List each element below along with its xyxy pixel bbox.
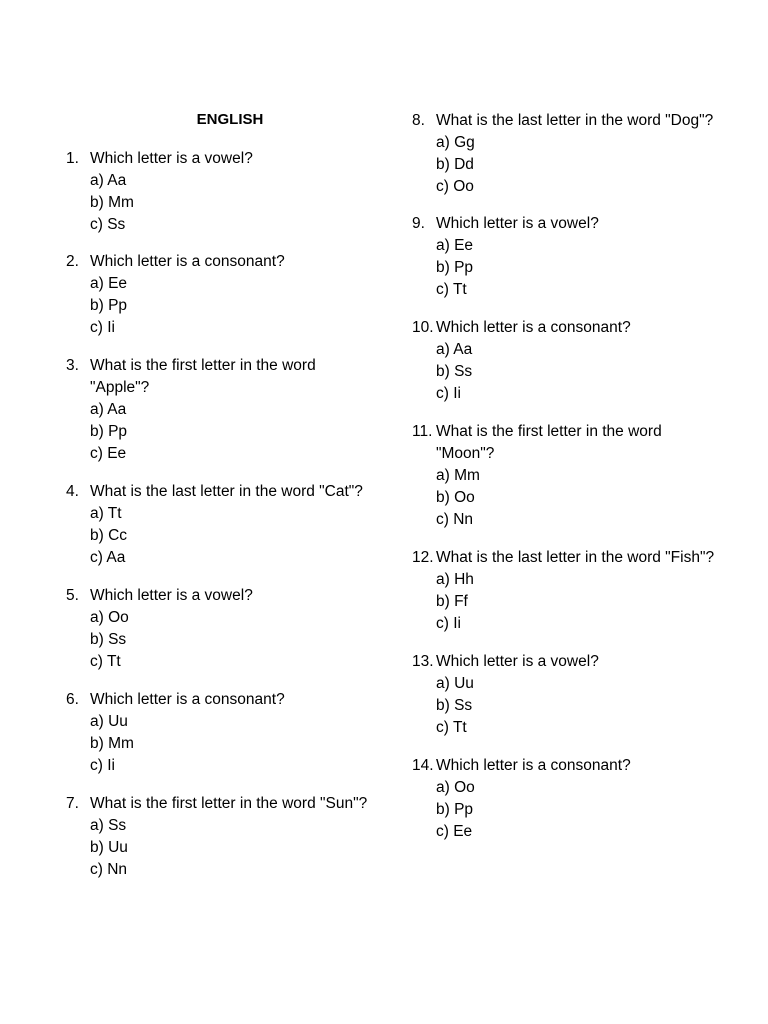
option-b: b) Ss (90, 631, 127, 648)
option-a: a) Oo (436, 779, 475, 796)
question-13 (412, 651, 742, 739)
option-c: c) Ii (436, 385, 461, 402)
question-number: 12. (412, 549, 434, 566)
question-number: 14. (412, 757, 434, 774)
option-b: b) Oo (436, 489, 475, 506)
option-c: c) Ss (90, 216, 126, 233)
question-1 (66, 148, 396, 236)
question-number: 10. (412, 319, 434, 336)
question-14 (412, 755, 742, 843)
question-7 (66, 793, 396, 881)
option-c: c) Tt (90, 653, 121, 670)
question-5 (66, 585, 396, 673)
option-a: a) Tt (90, 505, 122, 522)
option-a: a) Ee (436, 237, 474, 254)
question-number: 11. (412, 423, 433, 440)
option-b: b) Dd (436, 156, 474, 173)
question-text: What is the last letter in the word "Dog"? (436, 112, 714, 129)
question-text: What is the last letter in the word "Fish"? (436, 549, 715, 566)
question-text: What is the first letter in the word "Moon"? (436, 423, 662, 462)
question-10 (412, 317, 742, 405)
option-b: b) Ff (436, 593, 468, 610)
question-number: 4. (66, 483, 79, 500)
question-12 (412, 547, 742, 635)
question-number: 6. (66, 691, 79, 708)
question-3 (66, 355, 396, 465)
option-a: a) Gg (436, 134, 475, 151)
option-b: b) Uu (90, 839, 128, 856)
question-8 (412, 110, 742, 198)
option-c: c) Nn (90, 861, 128, 878)
question-number: 9. (412, 215, 425, 232)
question-number: 5. (66, 587, 79, 604)
option-b: b) Pp (90, 297, 128, 314)
question-number: 7. (66, 795, 79, 812)
option-b: b) Pp (90, 423, 128, 440)
question-text: Which letter is a consonant? (90, 691, 285, 708)
option-c: c) Oo (436, 178, 474, 195)
option-b: b) Mm (90, 194, 134, 211)
question-text: Which letter is a vowel? (436, 653, 599, 670)
question-4 (66, 481, 396, 569)
question-text: Which letter is a consonant? (436, 319, 631, 336)
option-a: a) Aa (436, 341, 473, 358)
question-text: What is the first letter in the word "Sun"? (90, 795, 368, 812)
question-number: 13. (412, 653, 434, 670)
question-text: Which letter is a vowel? (90, 587, 253, 604)
option-c: c) Ii (90, 319, 115, 336)
question-number: 3. (66, 357, 79, 374)
option-c: c) Ii (436, 615, 461, 632)
option-b: b) Ss (436, 697, 473, 714)
question-11 (412, 421, 742, 531)
question-text: Which letter is a vowel? (436, 215, 599, 232)
option-a: a) Mm (436, 467, 480, 484)
option-b: b) Pp (436, 801, 474, 818)
option-b: b) Ss (436, 363, 473, 380)
question-number: 8. (412, 112, 425, 129)
question-text: What is the first letter in the word "Apple"? (90, 357, 316, 396)
option-b: b) Pp (436, 259, 474, 276)
option-a: a) Uu (90, 713, 128, 730)
question-2 (66, 251, 396, 339)
question-text: Which letter is a consonant? (90, 253, 285, 270)
page-title: ENGLISH (196, 111, 264, 128)
question-text: What is the last letter in the word "Cat"? (90, 483, 363, 500)
option-c: c) Aa (90, 549, 126, 566)
question-number: 1. (66, 150, 79, 167)
option-a: a) Aa (90, 401, 127, 418)
option-c: c) Ee (90, 445, 127, 462)
question-6 (66, 689, 396, 777)
option-a: a) Ee (90, 275, 128, 292)
option-c: c) Tt (436, 281, 467, 298)
question-9 (412, 213, 742, 301)
option-a: a) Oo (90, 609, 129, 626)
option-b: b) Mm (90, 735, 134, 752)
option-c: c) Ii (90, 757, 115, 774)
option-c: c) Ee (436, 823, 473, 840)
option-c: c) Tt (436, 719, 467, 736)
option-a: a) Hh (436, 571, 474, 588)
question-number: 2. (66, 253, 79, 270)
option-a: a) Ss (90, 817, 127, 834)
option-c: c) Nn (436, 511, 474, 528)
question-text: Which letter is a vowel? (90, 150, 253, 167)
option-a: a) Aa (90, 172, 127, 189)
option-a: a) Uu (436, 675, 474, 692)
question-text: Which letter is a consonant? (436, 757, 631, 774)
option-b: b) Cc (90, 527, 128, 544)
